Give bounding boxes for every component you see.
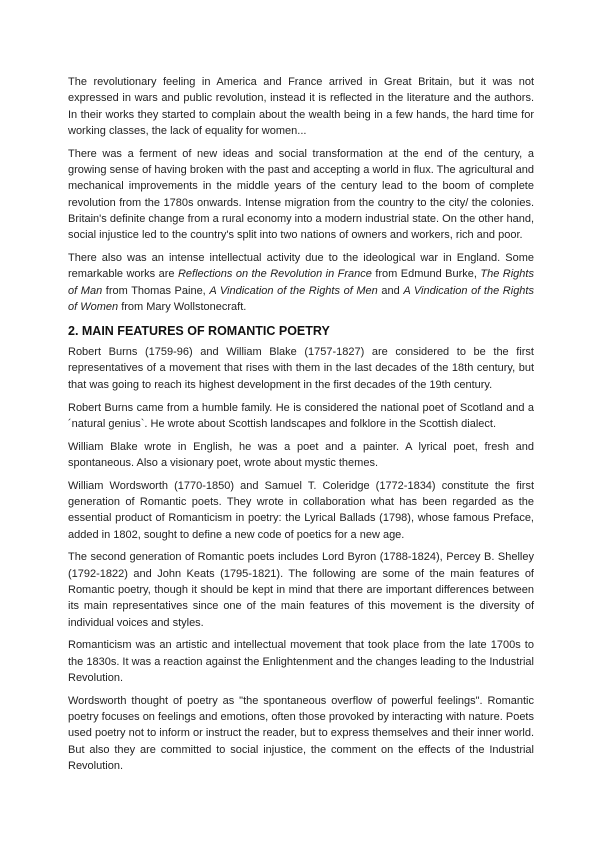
paragraph: Robert Burns (1759-96) and William Blake (1757-1827) are considered to be the first representatives of a movement that rises with them in the last decades of the 18th century, but that was going to reach its highest development in the first decades of the 19th century. bbox=[68, 346, 534, 391]
text: from Edmund Burke, bbox=[371, 268, 481, 281]
works-paragraph bbox=[68, 250, 534, 315]
work-title: Reflections on the Revolution in France bbox=[177, 268, 372, 281]
document-page bbox=[68, 74, 534, 781]
section-heading: 2. MAIN FEATURES OF ROMANTIC POETRY bbox=[68, 324, 330, 339]
paragraph: William Wordsworth (1770-1850) and Samuel T. Coleridge (1772-1834) constitute the first generation of Romantic poets. They wrote in collaboration what has been regarded as the essential product of Romanticism in poetry: the Lyrical Ballads (1798), whose famous Preface, added in 1802, sought to define a new code of poetics for a new age. bbox=[68, 479, 534, 541]
paragraph: The revolutionary feeling in America and France arrived in Great Britain, but it was not expressed in wars and public revolution, instead it is reflected in the literature and the authors. In their works they started to complain about the wealth being in a few hands, the hard time for working classes, the lack of equality for women... bbox=[68, 76, 534, 137]
paragraph: William Blake wrote in English, he was a poet and a painter. A lyrical poet, fresh and spontaneous. Also a visionary poet, wrote about mystic themes. bbox=[68, 440, 534, 469]
work-title: The Rights of Man bbox=[68, 268, 534, 297]
text: from Mary Wollstonecraft. bbox=[118, 300, 247, 313]
paragraph: Wordsworth thought of poetry as "the spontaneous overflow of powerful feelings". Romantic poetry focuses on feelings and emotions, often those provoked by interacting with nature. Poets used poetry not to inform or instruct the reader, but to express themselves and their inner world. But also they are committed to social injustice, the comment on the effects of the Industrial Revolution. bbox=[68, 694, 534, 772]
work-title: A Vindication of the Rights of Women bbox=[68, 284, 534, 313]
paragraph: There was a ferment of new ideas and social transformation at the end of the century, a growing sense of having broken with the past and accepting a world in flux. The agricultural and mechanical improvements in the middle years of the century lead to the boom of complete revolution from the 1780s onwards. Intense migration from the country to the city/ the colonies. Britain's definite change from a rural economy into a modern industrial state. On the other hand, social injustice led to the country's split into two nations of owners and workers, rich and poor. bbox=[68, 147, 534, 242]
work-title: A Vindication of the Rights of Men bbox=[209, 284, 378, 297]
paragraph: Robert Burns came from a humble family. He is considered the national poet of Scotland and a ´natural genius`. He wrote about Scottish landscapes and folklore in the Scottish dialect. bbox=[68, 401, 534, 430]
text: There also was an intense intellectual activity due to the ideological war in England. Some remarkable works are bbox=[68, 251, 534, 281]
text: from Thomas Paine, bbox=[102, 284, 210, 297]
paragraph: The second generation of Romantic poets includes Lord Byron (1788-1824), Percey B. Shelley (1792-1822) and John Keats (1795-1821). The following are some of the main features of Romantic poetry, though it should be kept in mind that there are important differences between its main representatives since one of the main features of this movement is the diversity of individual voices and styles. bbox=[68, 551, 534, 629]
text: and bbox=[377, 284, 404, 297]
paragraph: Romanticism was an artistic and intellectual movement that took place from the late 1700s to the 1830s. It was a reaction against the Enlightenment and the changes leading to the Industrial Revolution. bbox=[68, 639, 534, 684]
